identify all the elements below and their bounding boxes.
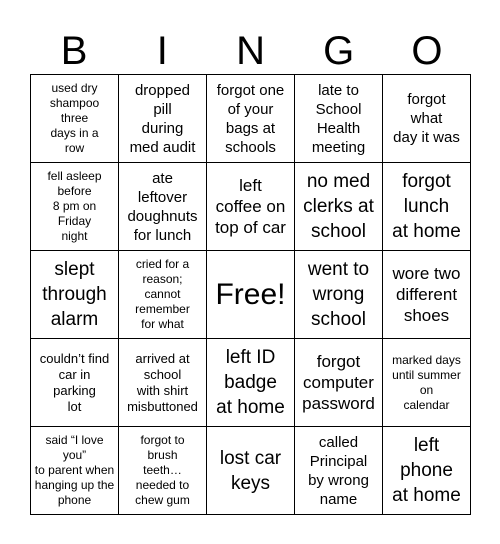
header-letter-i: I <box>156 29 168 73</box>
bingo-cell[interactable] <box>207 163 295 251</box>
bingo-cell-text: arrived at school with shirt misbuttoned <box>127 350 198 414</box>
bingo-cell-text: cried for a reason; cannot remember for what <box>135 257 190 331</box>
bingo-cell-text: ate leftover doughnuts for lunch <box>127 169 198 244</box>
bingo-cell[interactable] <box>383 163 471 251</box>
bingo-cell[interactable] <box>119 163 207 251</box>
bingo-cell[interactable] <box>119 339 207 427</box>
bingo-cell[interactable] <box>207 339 295 427</box>
bingo-cell[interactable] <box>383 339 471 427</box>
bingo-cell[interactable] <box>207 75 295 163</box>
bingo-cell-text: called Principal by wrong name <box>308 433 369 508</box>
bingo-cell-text: went to wrong school <box>307 259 370 330</box>
bingo-cell[interactable] <box>383 427 471 515</box>
bingo-cell[interactable] <box>31 427 119 515</box>
header-letter-g: G <box>323 29 355 73</box>
bingo-cell-text: left ID badge at home <box>216 347 285 418</box>
bingo-cell[interactable] <box>295 427 383 515</box>
bingo-cell-text: forgot to brush teeth… needed to chew gum <box>135 433 190 507</box>
bingo-cell-text: forgot computer password <box>302 352 375 413</box>
bingo-cell[interactable] <box>295 163 383 251</box>
bingo-cell-text: used dry shampoo three days in a row <box>49 81 100 155</box>
bingo-cell-text: wore two different shoes <box>392 264 461 325</box>
bingo-cell[interactable] <box>295 75 383 163</box>
bingo-cell[interactable] <box>295 339 383 427</box>
bingo-cell-text: fell asleep before 8 pm on Friday night <box>47 169 102 243</box>
bingo-cell-text: forgot what day it was <box>393 91 460 146</box>
bingo-cell-text: forgot lunch at home <box>392 171 461 242</box>
bingo-cell-text: dropped pill during med audit <box>129 81 196 156</box>
bingo-cell[interactable] <box>119 251 207 339</box>
bingo-cell[interactable] <box>31 339 119 427</box>
header-letter-b: B <box>60 29 88 73</box>
bingo-cell[interactable] <box>119 75 207 163</box>
bingo-header <box>30 28 471 74</box>
bingo-cell[interactable] <box>31 75 119 163</box>
bingo-cell-text: marked days until summer on calendar <box>392 352 461 412</box>
bingo-cell[interactable] <box>207 427 295 515</box>
bingo-cell-text: forgot one of your bags at schools <box>216 81 285 156</box>
bingo-cell-text: Free! <box>215 277 286 311</box>
bingo-cell-text: lost car keys <box>219 447 282 494</box>
bingo-cell[interactable] <box>383 251 471 339</box>
header-letter-o: O <box>411 29 443 73</box>
bingo-cell[interactable] <box>31 251 119 339</box>
bingo-cell-text: couldn’t find car in parking lot <box>39 350 110 414</box>
bingo-cell-text: left phone at home <box>392 435 461 506</box>
bingo-cell-text: no med clerks at school <box>303 171 374 242</box>
free-space-cell[interactable] <box>207 251 295 339</box>
header-letter-n: N <box>236 29 265 73</box>
bingo-cell-text: said “I love you” to parent when hanging up the phone <box>34 433 115 507</box>
bingo-cell[interactable] <box>31 163 119 251</box>
bingo-cell-text: late to School Health meeting <box>311 81 366 156</box>
bingo-grid <box>30 74 471 515</box>
bingo-cell[interactable] <box>383 75 471 163</box>
bingo-cell-text: left coffee on top of car <box>215 176 286 237</box>
bingo-cell[interactable] <box>295 251 383 339</box>
bingo-cell-text: slept through alarm <box>42 259 107 330</box>
bingo-cell[interactable] <box>119 427 207 515</box>
